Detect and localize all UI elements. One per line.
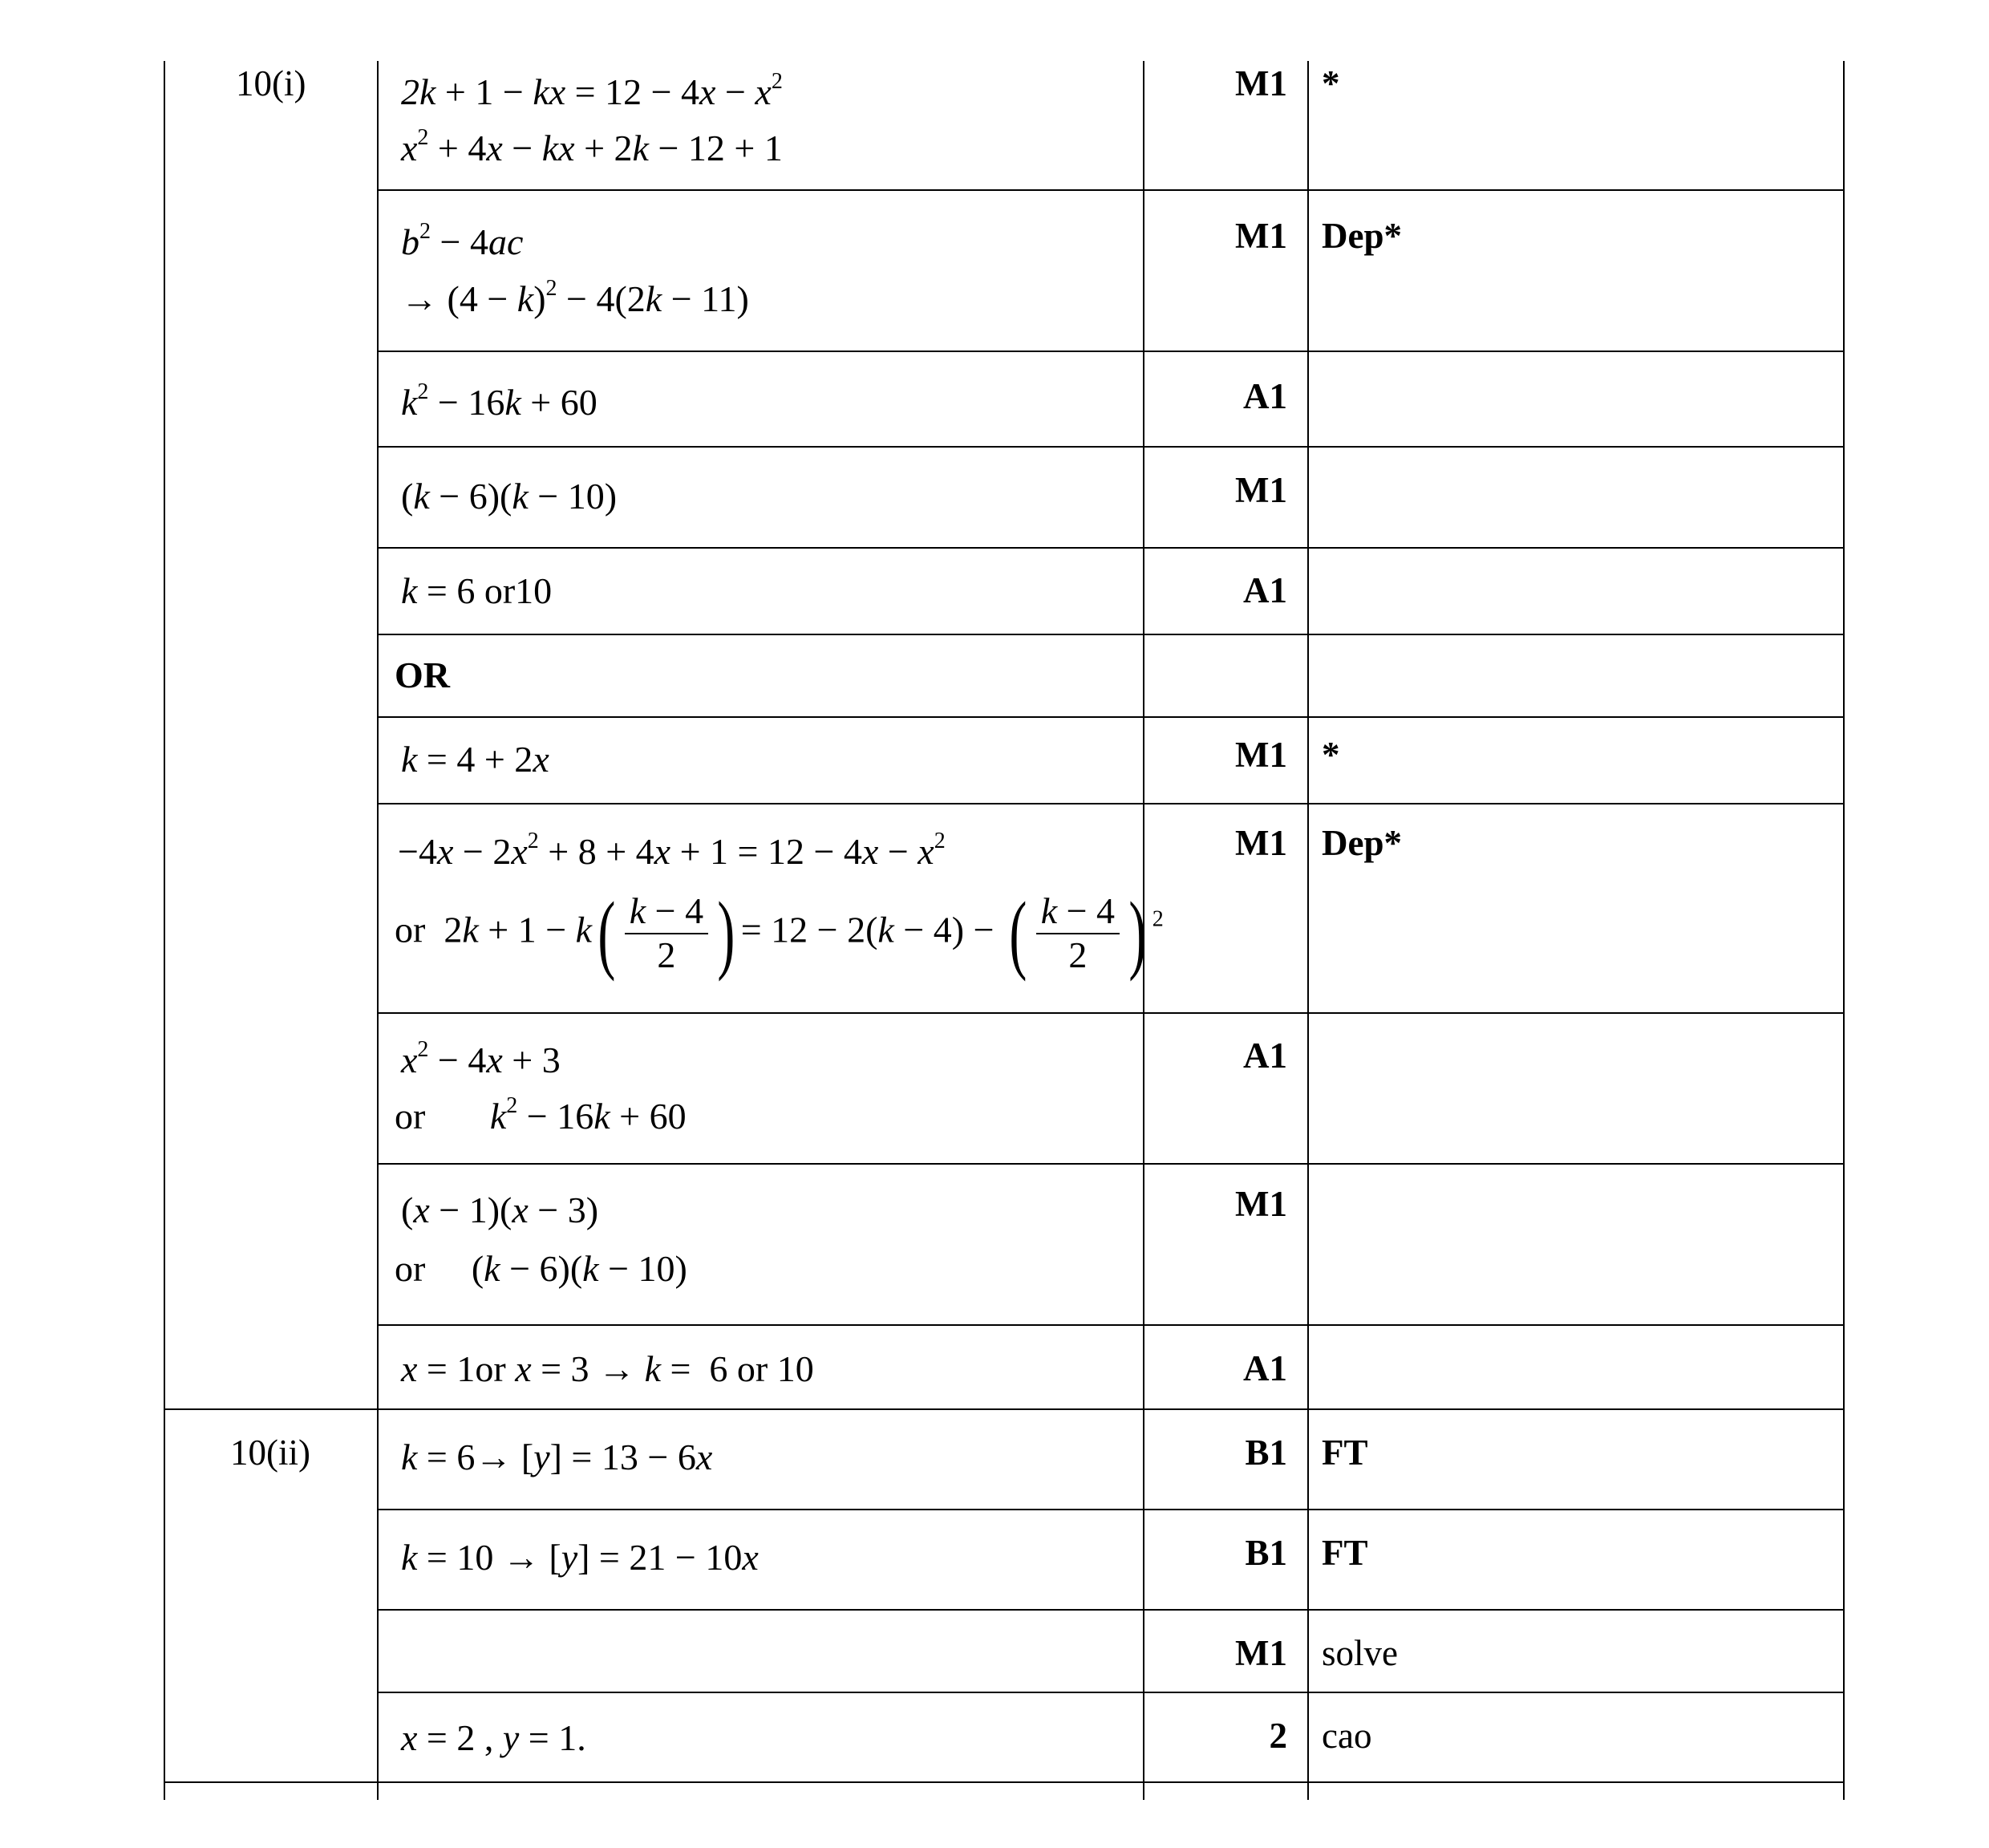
mark-value: A1 [1243, 570, 1287, 610]
alternative-method-label: OR [395, 654, 450, 695]
table-bottom-divider [164, 1781, 1845, 1783]
answer-line-2: $x^2 + 4x$ − kx + 2k − 12 + 1 [401, 125, 783, 168]
mark-value: B1 [1245, 1533, 1287, 1573]
row-divider [377, 547, 1845, 549]
row-divider [377, 1609, 1845, 1611]
mark-value: M1 [1235, 823, 1287, 863]
row-divider [377, 351, 1845, 352]
row-divider [377, 446, 1845, 448]
row-divider [377, 1692, 1845, 1693]
guidance-text: * [1322, 63, 1340, 103]
question-divider [164, 1408, 1845, 1410]
table-border-left [164, 61, 165, 1800]
mark-value: A1 [1243, 1348, 1287, 1388]
answer-line-1: $b^2 - 4ac$ [401, 219, 524, 262]
answer-line-1: $k^2 - 16k + 60$ [401, 379, 598, 423]
row-divider [377, 1324, 1845, 1326]
answer-line-1: $x^2 - 4x + 3$ [401, 1037, 561, 1080]
answer-line-1: k = 6→ [y] = 13 − 6x [401, 1437, 713, 1477]
table-border-right [1843, 61, 1845, 1800]
answer-line-1: k = 4 + 2x [401, 739, 549, 780]
row-divider [377, 189, 1845, 191]
answer-line-1: x = 2 , y = 1. [401, 1717, 586, 1758]
row-divider [377, 803, 1845, 804]
answer-cell [401, 71, 783, 113]
answer-line-2: or (k − 6)(k − 10) [395, 1248, 687, 1289]
mark-value: M1 [1235, 1633, 1287, 1673]
question-number: 10(ii) [230, 1433, 310, 1473]
row-divider [377, 1163, 1845, 1165]
mark-value: M1 [1235, 735, 1287, 775]
mark-value: M1 [1235, 216, 1287, 256]
mark-value: A1 [1243, 1035, 1287, 1076]
answer-line-1: k = 6 or10 [401, 570, 553, 611]
mark-value: M1 [1235, 63, 1287, 103]
guidance-text: FT [1322, 1433, 1368, 1473]
answer-line-1: (k − 6)(k − 10) [401, 476, 618, 517]
row-divider [377, 716, 1845, 718]
answer-line-2: or $k^2 - 16k + 60$ [395, 1093, 687, 1137]
table-border-answer [377, 61, 379, 1800]
guidance-text: Dep* [1322, 216, 1402, 256]
row-divider [377, 1012, 1845, 1014]
answer-line-1: 2k + 1 − kx = $12 - 4x - x^2$ [401, 69, 783, 112]
mark-value: M1 [1235, 1184, 1287, 1224]
guidance-text: * [1322, 735, 1340, 775]
guidance-text: FT [1322, 1533, 1368, 1573]
answer-line-1: k = 10 → [y] = 21 − 10x [401, 1537, 759, 1578]
mark-value: M1 [1235, 470, 1287, 510]
row-divider [377, 634, 1845, 635]
mark-value: 2 [1269, 1716, 1287, 1756]
answer-line-2: → $(4 - k)^2 - 4(2k - 11)$ [401, 276, 749, 319]
guidance-text: Dep* [1322, 823, 1402, 863]
answer-line-1: x = 1or x = 3 → k = 6 or 10 [401, 1348, 814, 1389]
mark-value: A1 [1243, 376, 1287, 416]
guidance-text: cao [1322, 1716, 1372, 1756]
table-border-guidance [1307, 61, 1309, 1800]
answer-line-2: or 2k + 1 − k( $\frac{k - 4}{2}$ ) = 12 − 2(k − 4) − ( $\frac{k - 4}{2}$ ) $^2$ [395, 884, 1164, 983]
answer-line-1: $-4x - 2x^2 + 8 + 4x + 1 = 12 - 4x - x^2$ [398, 829, 946, 872]
question-number: 10(i) [236, 63, 306, 103]
answer-line-1: (x − 1)(x − 3) [401, 1189, 599, 1230]
mark-value: B1 [1245, 1433, 1287, 1473]
guidance-text: solve [1322, 1633, 1398, 1673]
row-divider [377, 1509, 1845, 1510]
